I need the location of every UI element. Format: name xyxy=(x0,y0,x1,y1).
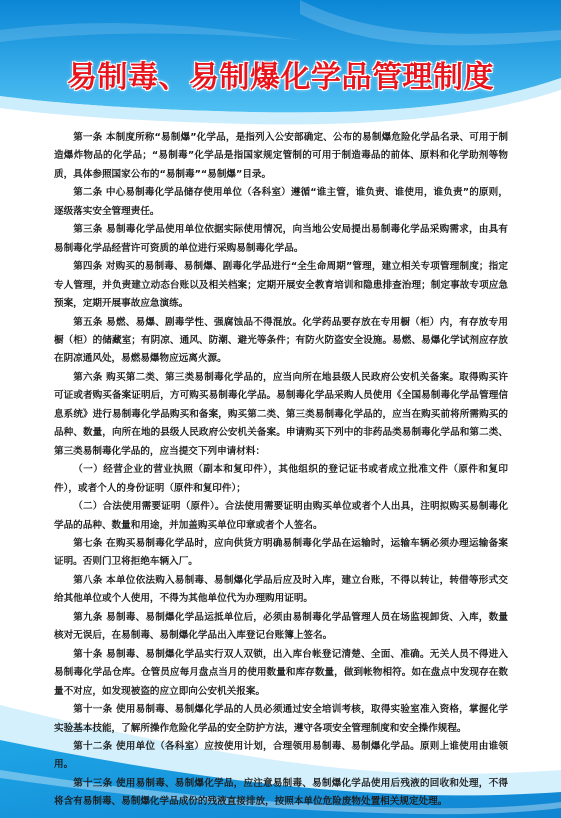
article-12: 第十二条 使用单位（各科室）应按使用计划，合理领用易制毒、易制爆化学品。原则上谁使用由谁领用。 xyxy=(54,740,508,771)
article-6-item-2: （二）合法使用需要证明（原件）。合法使用需要证明由购买单位或者个人出具，注明拟购买易制毒化学品的品种、数量和用途，并加盖购买单位印章或者个人签名。 xyxy=(54,501,508,531)
poster-title: 易制毒、易制爆化学品管理制度 xyxy=(67,60,494,95)
article-3: 第三条 易制毒化学品使用单位依据实际使用情况，向当地公安局提出易制毒化学品采购需求，由具有易制毒化学品经营许可资质的单位进行采购易制毒化学品。 xyxy=(54,224,508,254)
article-13: 第十三条 使用易制毒、易制爆化学品，应注意易制毒、易制爆化学品使用后残液的回收和处理，不得将含有易制毒、易制爆化学品成份的残液直接排放，按照本单位危险废物处置相关规定处理。 xyxy=(54,777,508,808)
article-11: 第十一条 使用易制毒、易制爆化学品的人员必须通过安全培训考核，取得实验室准入资格，掌握化学实验基本技能，了解所操作危险化学品的安全防护方法，遵守各项安全管理制度和安全操作规程。 xyxy=(54,704,508,734)
article-7: 第七条 在购买易制毒化学品时，应向供货方明确易制毒化学品在运输时，运输车辆必须办理运输备案证明。否则门卫将拒绝车辆入厂。 xyxy=(54,537,508,568)
article-1: 第一条 本制度所称“易制爆”化学品，是指列入公安部确定、公布的易制爆危险化学品名录、可用于制造爆炸物品的化学品；“易制毒”化学品是指国家规定管制的可用于制造毒品的前体、原料和化学助剂等物质，具体参照国家公布的“易制毒”“易制爆”目录。 xyxy=(54,132,508,180)
article-5: 第五条 易燃、易爆、剧毒学性、强腐蚀品不得混放。化学药品要存放在专用橱（柜）内，有存放专用橱（柜）的储藏室；有阴凉、通风、防潮、避光等条件；有防火防盗安全设施。易燃、易爆化学试剂应存放在阴凉通风处，易燃易爆物应远离火源。 xyxy=(54,316,508,365)
article-6-item-1: （一）经营企业的营业执照（副本和复印件），其他组织的登记证书或者成立批准文件（原件和复印件），或者个人的身份证明（原件和复印件）； xyxy=(54,464,508,494)
article-10: 第十条 易制毒、易制爆化学品实行双人双锁，出入库台帐登记清楚、全面、准确。无关人员不得进入易制毒化学品仓库。仓管员应每月盘点当月的使用数量和库存数量，做到帐物相符。如在盘点中发现存在数量不对应，如发现被盗的应立即向公安机关报案。 xyxy=(54,648,508,697)
article-2: 第二条 中心易制毒化学品储存使用单位（各科室）遵循“谁主管，谁负责、谁使用，谁负责”的原则，逐级落实安全管理责任。 xyxy=(54,187,508,217)
article-9: 第九条 易制毒、易制爆化学品运抵单位后，必须由易制毒化学品管理人员在场监视卸货、入库，数量核对无误后，在易制毒、易制爆化学品出入库登记台账簿上签名。 xyxy=(54,611,508,642)
regulation-body xyxy=(54,129,508,812)
article-6: 第六条 购买第二类、第三类易制毒化学品的，应当向所在地县级人民政府公安机关备案。取得购买许可证或者购买备案证明后，方可购买易制毒化学品。易制毒化学品采购人员使用《全国易制毒化学品管理信息系统》进行易制毒化学品购买和备案，购买第二类、第三类易制毒化学品的，应当在购买前将所需购买的品种、数量，向所在地的县级人民政府公安机关备案。申请购买下列中的非药品类易制毒化学品和第二类、第三类易制毒化学品的，应当提交下列申请材料： xyxy=(54,371,508,457)
article-4: 第四条 对购买的易制毒、易制爆、剧毒化学品进行“全生命周期”管理，建立相关专项管理制度；指定专人管理，并负责建立动态台账以及相关档案；定期开展安全教育培训和隐患排查治理；制定事故专项应急预案，定期开展事故应急演练。 xyxy=(54,261,508,310)
article-8: 第八条 本单位依法购入易制毒、易制爆化学品后应及时入库，建立台账，不得以转让，转借等形式交给其他单位或个人使用，不得为其他单位代为办理购用证明。 xyxy=(54,574,508,605)
